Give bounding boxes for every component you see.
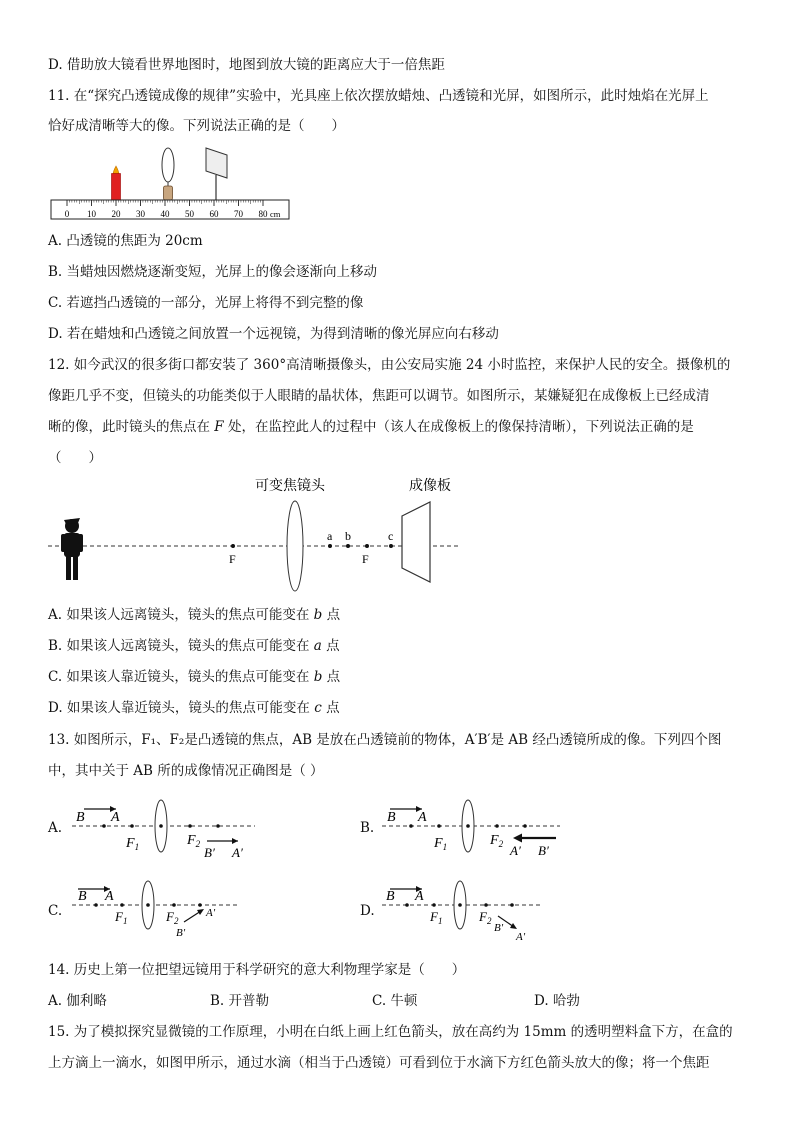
svg-text:F1: $F_1$ (115, 909, 128, 926)
q14-option-d[interactable]: D. 哈勃 (534, 993, 580, 1009)
svg-text:B: B (76, 810, 85, 825)
light-screen-icon (206, 148, 227, 200)
q10-option-d: D. 借助放大镜看世界地图时，地图到放大镜的距离应大于一倍焦距 (48, 57, 445, 73)
focus-point-right (365, 544, 369, 548)
q13-diagram-b[interactable] (380, 795, 580, 865)
q12-option-c[interactable]: C. 如果该人靠近镜头，镜头的焦点可能变在 b 点 (48, 669, 341, 685)
svg-text:A′: A′ (232, 845, 243, 860)
svg-text:B′: B′ (494, 922, 504, 934)
svg-text:A: A (418, 810, 427, 825)
lens-label: 可变焦镜头 (255, 479, 325, 494)
svg-text:B: B (386, 889, 395, 904)
q13-diagram-d[interactable] (380, 878, 580, 948)
q11-stem-line2: 恰好成清晰等大的像。下列说法正确的是（ ） (48, 118, 345, 134)
q12-stem-line2: 像距几乎不变，但镜头的功能类似于人眼睛的晶状体，焦距可以调节。如图所示，某嫌疑犯在成像板上已经成清 (48, 388, 710, 404)
svg-text:A: A (111, 810, 120, 825)
q13-option-d-label[interactable]: D. (360, 903, 375, 919)
q14-option-a[interactable]: A. 伽利略 (48, 993, 107, 1009)
svg-text:A′: A′ (206, 907, 216, 919)
q11-optical-bench-figure (48, 140, 298, 224)
ruler-tick-label: 80 (258, 209, 268, 219)
ruler-tick-label: 30 (136, 209, 145, 219)
variable-focus-lens (287, 501, 303, 591)
svg-text:B: B (387, 810, 396, 825)
point-c (389, 544, 393, 548)
ruler-tick-label: 70 (234, 209, 243, 219)
q14-stem: 14. 历史上第一位把望远镜用于科学研究的意大利物理学家是（ ） (48, 962, 466, 978)
q12-stem-line4: （ ） (48, 450, 102, 466)
svg-text:F1: $F_1$ (430, 909, 443, 926)
q13-option-c-label[interactable]: C. (48, 903, 63, 919)
q11-stem-line1: 11. 在“探究凸透镜成像的规律”实验中，光具座上依次摆放蜡烛、凸透镜和光屏，如图所示，此时烛焰在光屏上 (48, 88, 709, 104)
q13-option-b-label[interactable]: B. (360, 820, 375, 836)
q13-diagram-c[interactable] (70, 878, 270, 948)
ruler-tick-label: 60 (209, 209, 219, 219)
svg-text:A: A (415, 889, 424, 904)
screen-label: 成像板 (409, 479, 451, 494)
svg-text:F2: $F_2$ (187, 833, 201, 849)
candle-icon (112, 166, 121, 201)
q12-option-b[interactable]: B. 如果该人远离镜头，镜头的焦点可能变在 a 点 (48, 638, 340, 654)
q12-option-d[interactable]: D. 如果该人靠近镜头，镜头的焦点可能变在 c 点 (48, 700, 340, 716)
person-icon (61, 518, 83, 580)
svg-text:B: B (78, 889, 87, 904)
convex-lens-icon (162, 148, 174, 200)
point-c-label: c (388, 529, 394, 543)
ruler-tick-label: 10 (87, 209, 96, 219)
svg-text:F2: $F_2$ (166, 909, 179, 926)
point-b-label: b (345, 529, 351, 543)
q13-diagram-a[interactable] (70, 795, 270, 865)
q12-stem-line1: 12. 如今武汉的很多街口都安装了 360°高清晰摄像头，由公安局实施 24 小时监控，来保护人民的安全。摄像机的 (48, 357, 731, 373)
q11-option-d[interactable]: D. 若在蜡烛和凸透镜之间放置一个远视镜，为得到清晰的像光屏应向右移动 (48, 326, 499, 342)
svg-text:B′: B′ (176, 927, 186, 939)
focus-point-left (231, 544, 235, 548)
q12-option-a[interactable]: A. 如果该人远离镜头，镜头的焦点可能变在 b 点 (48, 607, 341, 623)
svg-text:A: A (105, 889, 114, 904)
imaging-board (402, 502, 430, 582)
point-a (328, 544, 332, 548)
svg-text:B′: B′ (538, 843, 549, 858)
svg-text:A′: A′ (516, 931, 526, 943)
q15-stem-line1: 15. 为了模拟探究显微镜的工作原理，小明在白纸上画上红色箭头，放在高约为 15mm 的透明塑料盒下方，在盒的 (48, 1024, 733, 1040)
ruler-tick-label: 50 (185, 209, 194, 219)
point-b (346, 544, 350, 548)
q14-option-b[interactable]: B. 开普勒 (210, 993, 270, 1009)
q14-option-c[interactable]: C. 牛顿 (372, 993, 418, 1009)
svg-text:A′: A′ (510, 843, 521, 858)
q12-stem-line3: 晰的像，此时镜头的焦点在 F 处，在监控此人的过程中（该人在成像板上的像保持清晰），下列说法正确的是 (48, 419, 694, 435)
svg-text:F1: $F_1$ (434, 836, 448, 852)
svg-text:F2: $F_2$ (479, 909, 492, 926)
ruler-tick-label: 0 (64, 209, 70, 219)
focus-right-label: F (362, 552, 369, 566)
ruler-labels (65, 209, 268, 219)
ruler-tick-label: 40 (160, 209, 170, 219)
q11-option-c[interactable]: C. 若遮挡凸透镜的一部分，光屏上将得不到完整的像 (48, 295, 364, 311)
ruler-unit: cm (270, 209, 281, 219)
svg-text:B′: B′ (204, 845, 215, 860)
focus-left-label: F (229, 552, 236, 566)
q11-option-a[interactable]: A. 凸透镜的焦距为 20cm (48, 233, 203, 249)
q13-stem-line2: 中，其中关于 AB 所的成像情况正确图是（ ） (48, 763, 324, 779)
q12-camera-figure (40, 472, 470, 597)
svg-text:F1: $F_1$ (126, 836, 140, 852)
q13-option-a-label[interactable]: A. (48, 820, 63, 836)
svg-text:F2: $F_2$ (490, 833, 504, 849)
q15-stem-line2: 上方滴上一滴水，如图甲所示，通过水滴（相当于凸透镜）可看到位于水滴下方红色箭头放大的像；将一个焦距 (48, 1055, 710, 1071)
q13-stem-line1: 13. 如图所示，F₁、F₂是凸透镜的焦点，AB 是放在凸透镜前的物体，A′B′是 AB 经凸透镜所成的像。下列四个图 (48, 732, 722, 748)
ruler-tick-label: 20 (111, 209, 121, 219)
point-a-label: a (327, 529, 333, 543)
q11-option-b[interactable]: B. 当蜡烛因燃烧逐渐变短，光屏上的像会逐渐向上移动 (48, 264, 378, 280)
